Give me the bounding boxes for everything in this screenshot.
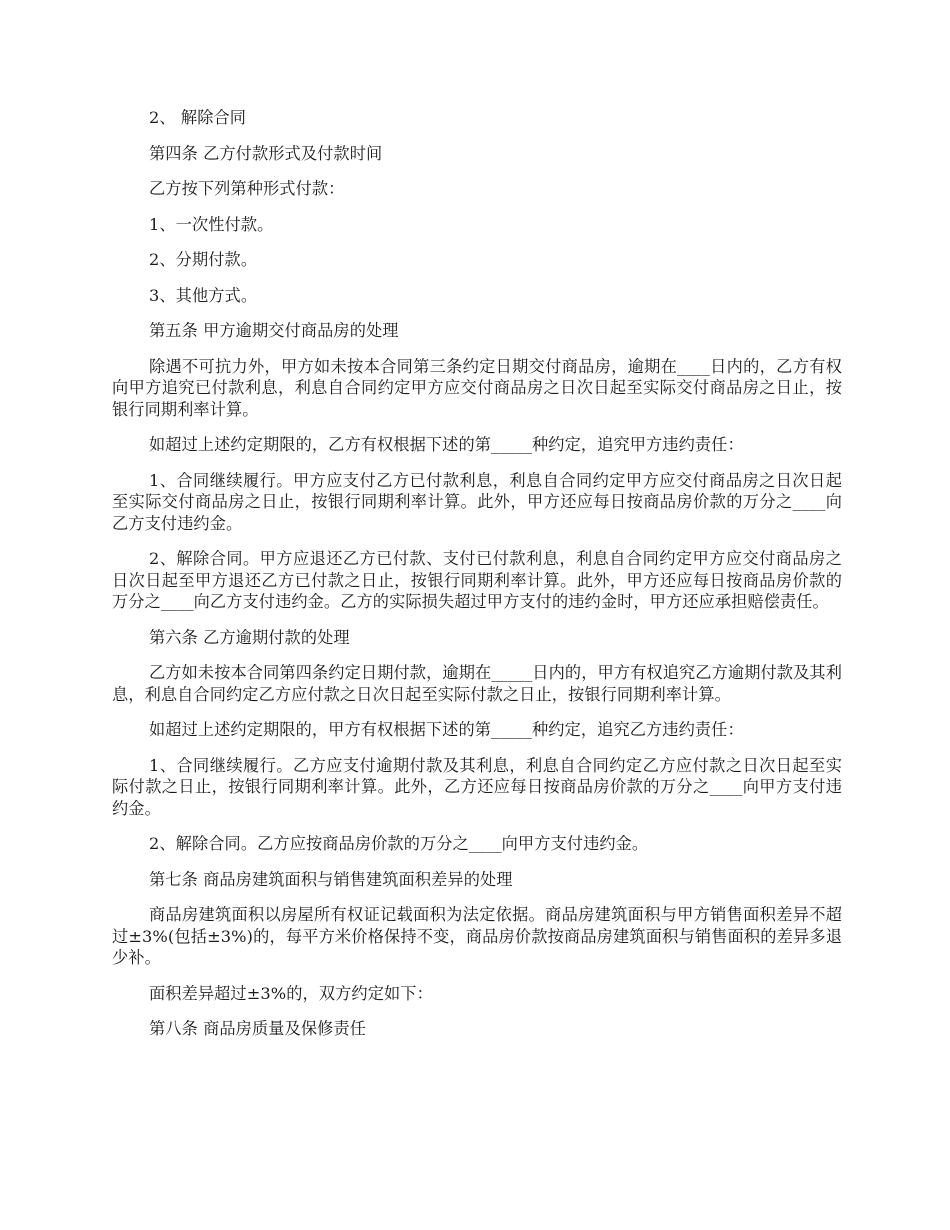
paragraph-terminate-contract: 2、 解除合同 (149, 108, 247, 127)
paragraph-seller-terminate: 2、解除合同。甲方应退还乙方已付款、支付已付款利息，利息自合同约定甲方应交付商品房之日次日起至甲方退还乙方已付款之日止，按银行同期利率计算。此外，甲方还应每日按商品房价款的万分之____向乙方支付违约金。乙方的实际损失超过甲方支付的违约金时，甲方还应承担赔偿责任。 (112, 549, 842, 611)
paragraph-seller-continue: 1、合同继续履行。甲方应支付乙方已付款利息，利息自合同约定甲方应交付商品房之日次日起至实际交付商品房之日止，按银行同期利率计算。此外，甲方还应每日按商品房价款的万分之____向乙方支付违约金。 (112, 470, 842, 533)
paragraph-late-delivery: 除遇不可抗力外，甲方如未按本合同第三条约定日期交付商品房，逾期在____日内的，乙方有权向甲方追究已付款利息，利息自合同约定甲方应交付商品房之日次日起至实际交付商品房之日止，按银行同期利率计算。 (112, 356, 842, 419)
heading-article-8: 第八条 商品房质量及保修责任 (149, 1019, 366, 1038)
paragraph-buyer-terminate: 2、解除合同。乙方应按商品房价款的万分之____向甲方支付违约金。 (149, 834, 649, 853)
paragraph-installments: 2、分期付款。 (149, 250, 258, 269)
document-body (112, 107, 842, 1054)
paragraph-late-payment: 乙方如未按本合同第四条约定日期付款，逾期在_____日内的，甲方有权追究乙方逾期付款及其利息，利息自合同约定乙方应付款之日次日起至实际付款之日止，按银行同期利率计算。 (112, 663, 842, 704)
paragraph-other-methods: 3、其他方式。 (149, 285, 258, 305)
paragraph-area-difference: 面积差异超过±3%的，双方约定如下： (149, 983, 433, 1003)
paragraph-overdue-seller: 如超过上述约定期限的，乙方有权根据下述的第_____种约定，追究甲方违约责任： (149, 435, 744, 454)
paragraph-overdue-buyer: 如超过上述约定期限的，甲方有权根据下述的第_____种约定，追究乙方违约责任： (149, 720, 744, 739)
heading-article-7: 第七条 商品房建筑面积与销售建筑面积差异的处理 (149, 869, 513, 889)
heading-article-4: 第四条 乙方付款形式及付款时间 (149, 143, 383, 163)
paragraph-buyer-continue: 1、合同继续履行。乙方应支付逾期付款及其利息，利息自合同约定乙方应付款之日次日起至实际付款之日止，按银行同期利率计算。此外，乙方还应每日按商品房价款的万分之____向甲方支付违约金。 (112, 755, 842, 818)
heading-article-5: 第五条 甲方逾期交付商品房的处理 (149, 321, 399, 340)
paragraph-lump-sum: 1、一次性付款。 (149, 214, 274, 234)
paragraph-payment-form: 乙方按下列第种形式付款： (149, 179, 345, 198)
paragraph-area-basis: 商品房建筑面积以房屋所有权证记载面积为法定依据。商品房建筑面积与甲方销售面积差异不超过±3%(包括±3%)的，每平方米价格保持不变，商品房价款按商品房建筑面积与销售面积的差异多退少补。 (112, 905, 842, 967)
heading-article-6: 第六条 乙方逾期付款的处理 (149, 627, 350, 647)
